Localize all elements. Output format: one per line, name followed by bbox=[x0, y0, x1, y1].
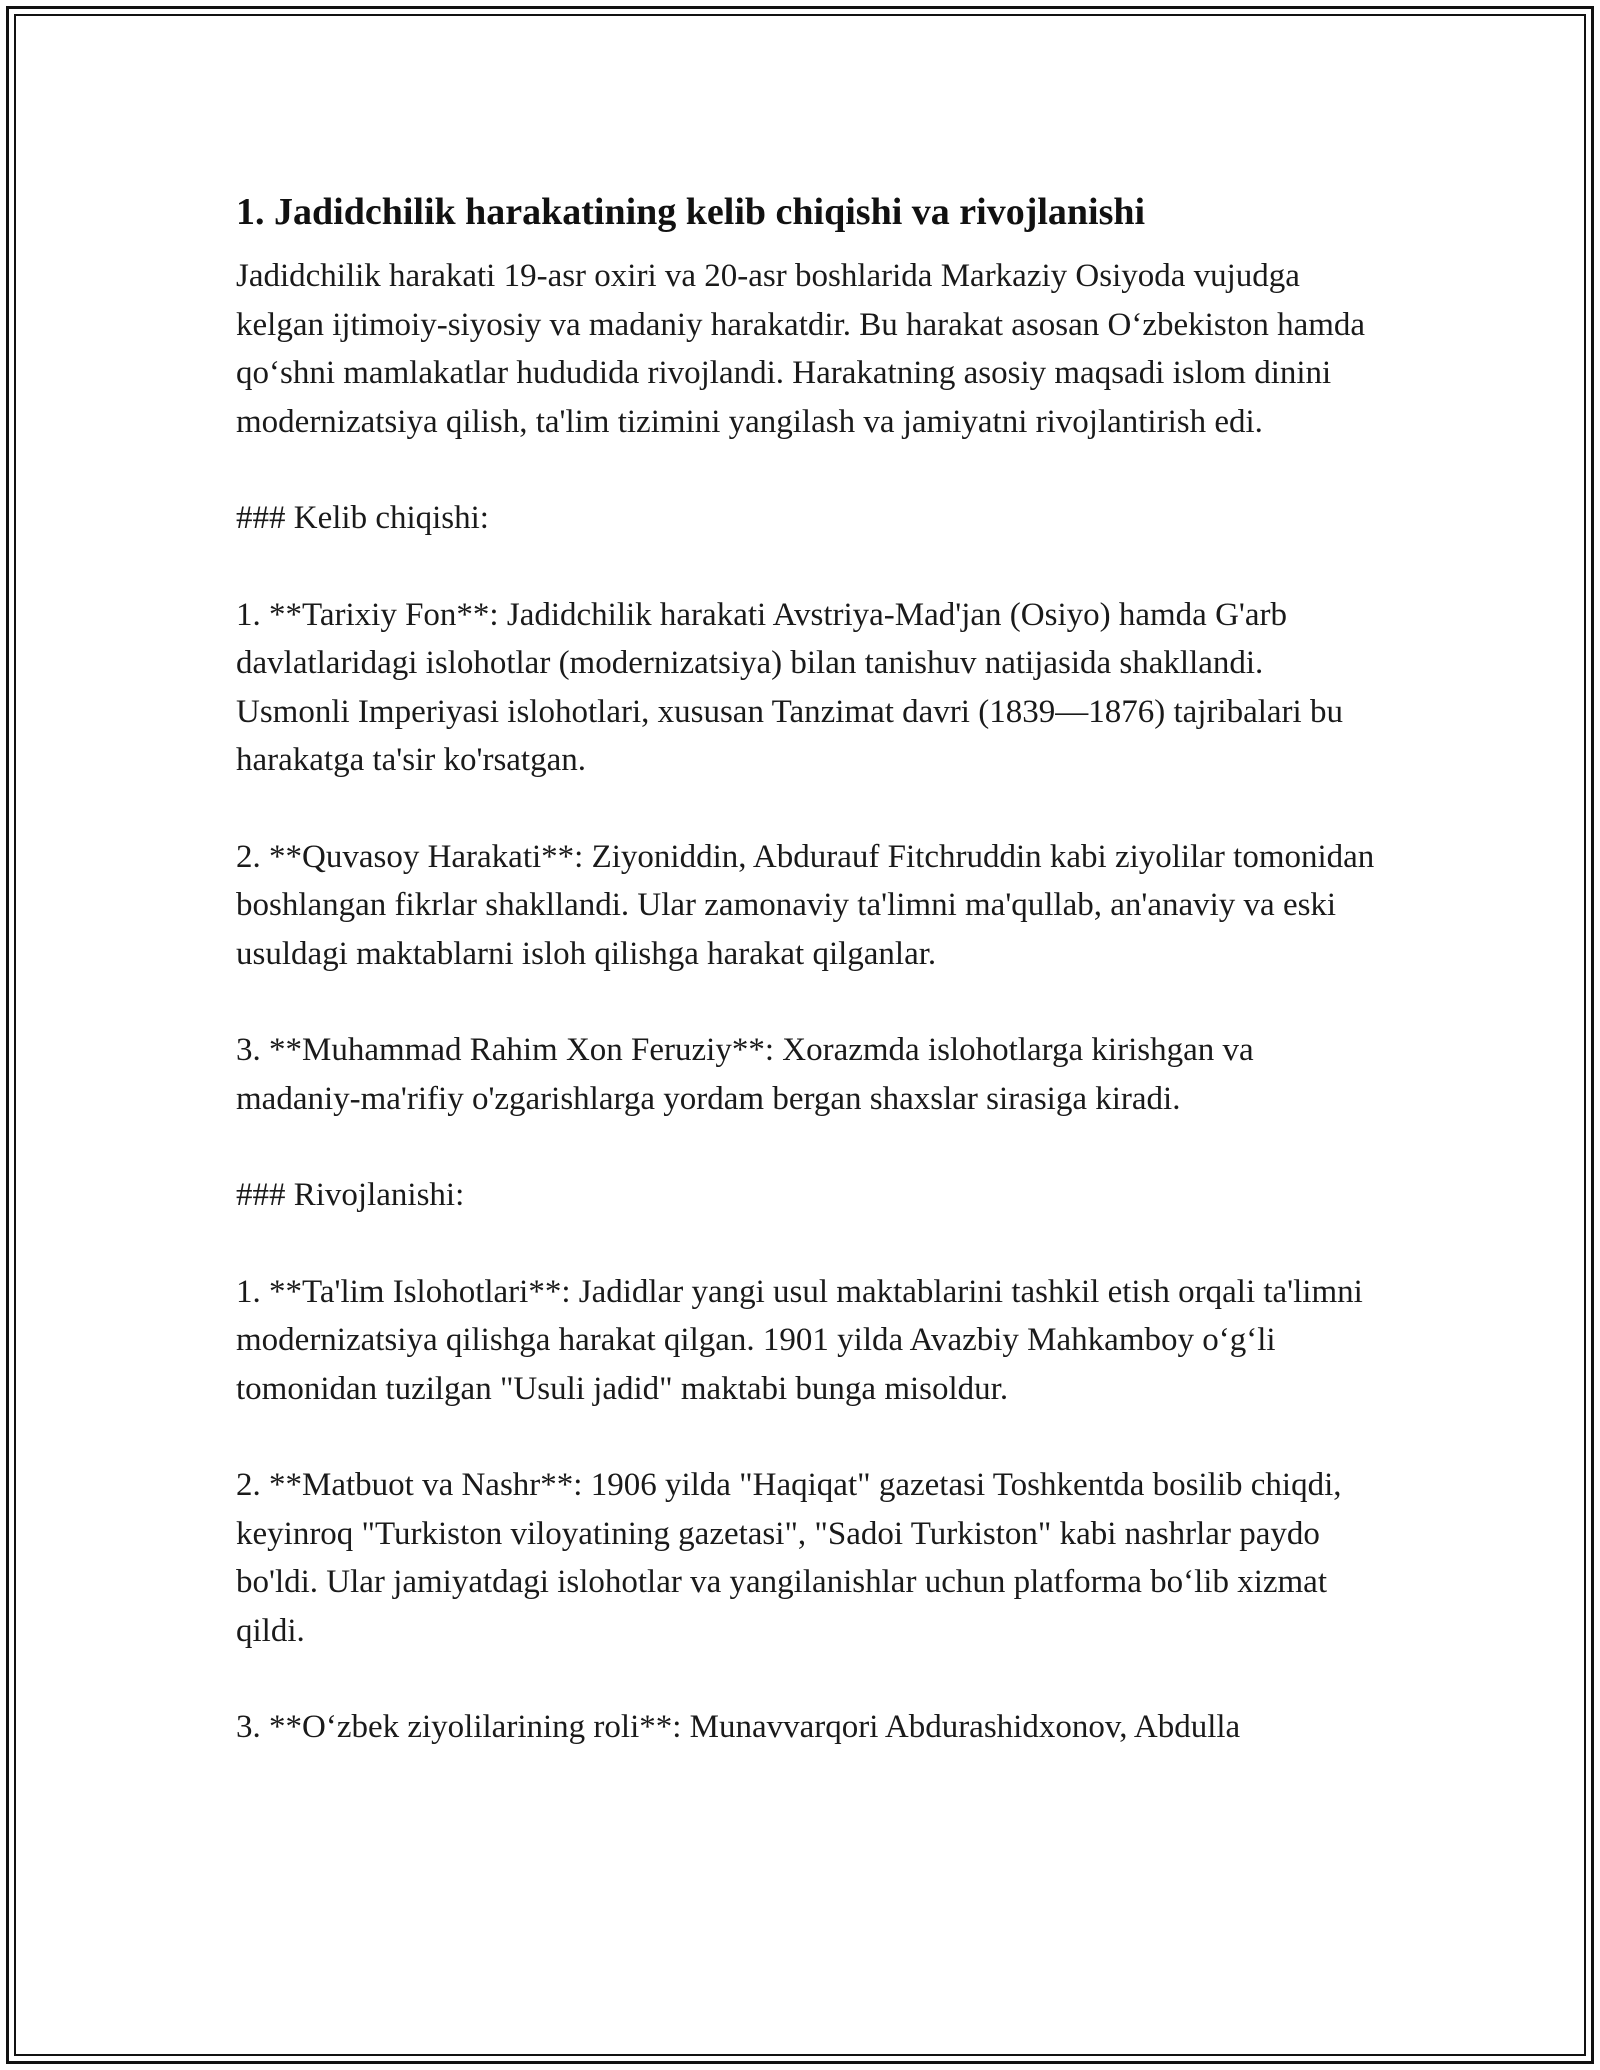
document-page bbox=[236, 186, 1376, 1800]
section-heading-origin: ### Kelib chiqishi: bbox=[236, 500, 489, 536]
list-item: 2. **Matbuot va Nashr**: 1906 yilda "Haqiqat" gazetasi Toshkentda bosilib chiqdi, keyinroq "Turkiston viloyatining gazetasi", "Sadoi Turkiston" kabi nashrlar paydo bo'ldi. Ular jamiyatdagi islohotlar va yangilanishlar uchun platforma bo‘lib xizmat qildi. bbox=[236, 1467, 1342, 1649]
section-heading-development: ### Rivojlanishi: bbox=[236, 1177, 465, 1213]
list-item: 1. **Tarixiy Fon**: Jadidchilik harakati Avstriya-Mad'jan (Osiyo) hamda G'arb davlatlaridagi islohotlar (modernizatsiya) bilan tanishuv natijasida shakllandi. Usmonli Imperiyasi islohotlari, xususan Tanzimat davri (1839—1876) tajribalari bu harakatga ta'sir ko'rsatgan. bbox=[236, 596, 1343, 778]
list-item: 3. **O‘zbek ziyolilarining roli**: Munavvarqori Abdurashidxonov, Abdulla bbox=[236, 1709, 1241, 1745]
list-item: 3. **Muhammad Rahim Xon Feruziy**: Xorazmda islohotlarga kirishgan va madaniy-ma'rifiy o'zgarishlarga yordam bergan shaxslar sirasiga kiradi. bbox=[236, 1032, 1254, 1117]
list-item: 2. **Quvasoy Harakati**: Ziyoniddin, Abdurauf Fitchruddin kabi ziyolilar tomonidan boshlangan fikrlar shakllandi. Ular zamonaviy ta'limni ma'qullab, an'anaviy va eski usuldagi maktablarni isloh qilishga harakat qilganlar. bbox=[236, 838, 1375, 972]
intro-paragraph: Jadidchilik harakati 19-asr oxiri va 20-asr boshlarida Markaziy Osiyoda vujudga kelgan ijtimoiy-siyosiy va madaniy harakatdir. Bu harakat asosan O‘zbekiston hamda qo‘shni mamlakatlar hududida rivojlandi. Harakatning asosiy maqsadi islom dinini modernizatsiya qilish, ta'lim tizimini yangilash va jamiyatni rivojlantirish edi. bbox=[236, 258, 1366, 440]
document-title: 1. Jadidchilik harakatining kelib chiqishi va rivojlanishi bbox=[236, 191, 1146, 233]
list-item: 1. **Ta'lim Islohotlari**: Jadidlar yangi usul maktablarini tashkil etish orqali ta'limni modernizatsiya qilishga harakat qilgan. 1901 yilda Avazbiy Mahkamboy o‘g‘li tomonidan tuzilgan "Usuli jadid" maktabi bunga misoldur. bbox=[236, 1273, 1363, 1407]
